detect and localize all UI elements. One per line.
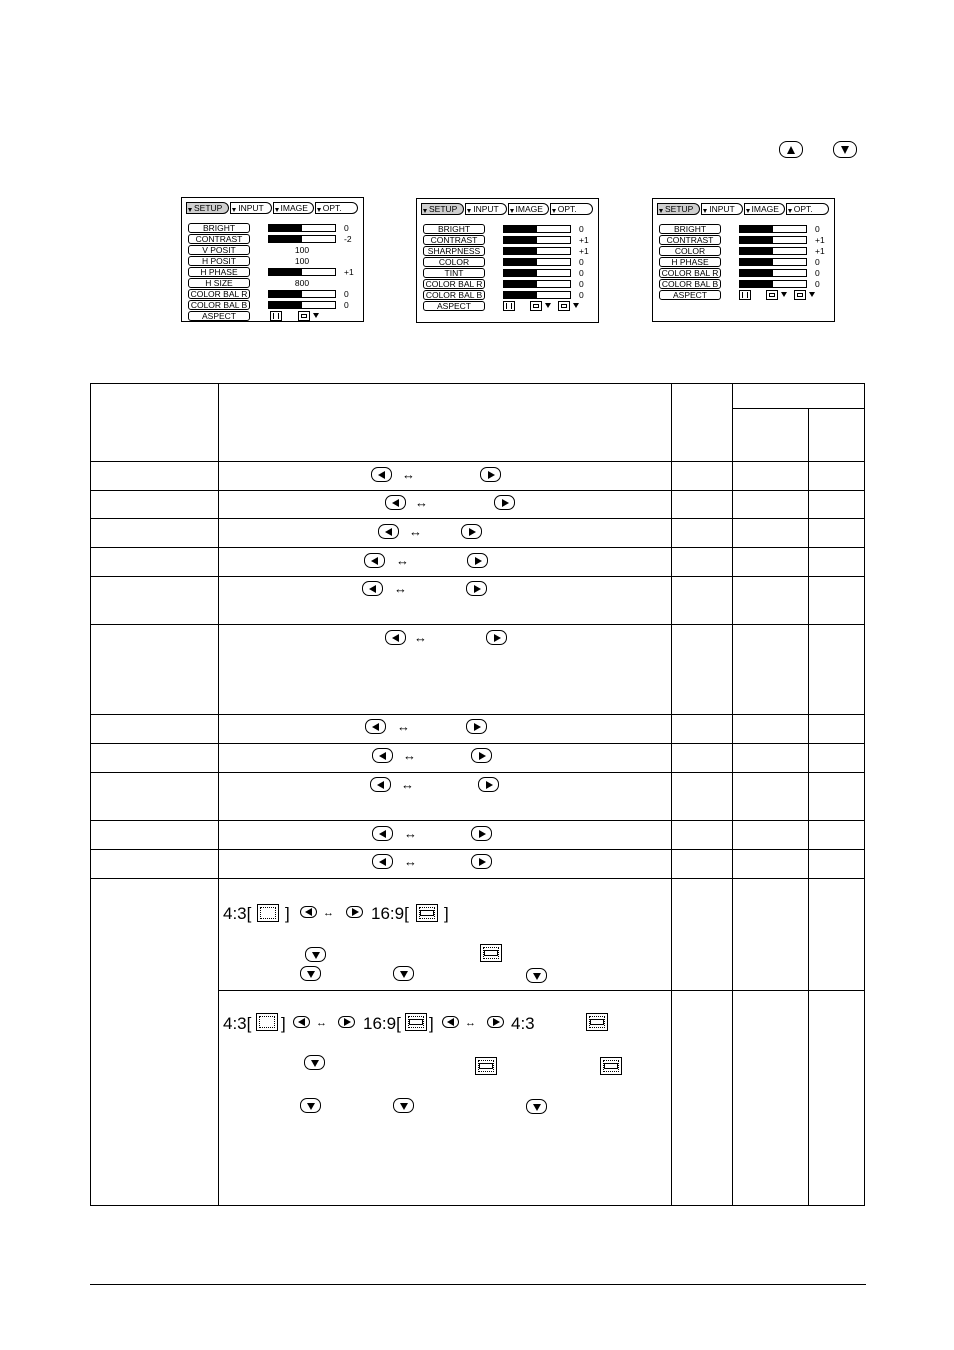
right-key-icon (471, 826, 492, 841)
numeric-value: 100 (294, 245, 310, 255)
menu-row[interactable] (423, 279, 593, 289)
tab-label: IMAGE (515, 204, 543, 214)
level-bar-fill (740, 281, 773, 287)
menu-row[interactable] (423, 257, 593, 267)
aspect-bracket: ] (444, 904, 449, 923)
aspect-16-9-icon[interactable] (530, 301, 542, 311)
osd-menu-component (652, 198, 835, 322)
dropdown-arrow-icon (545, 303, 551, 308)
level-value: 0 (344, 289, 349, 299)
level-bar[interactable] (268, 301, 336, 309)
tab-arrow-icon (423, 209, 427, 213)
menu-row[interactable] (423, 235, 593, 245)
menu-row-label: CONTRAST (659, 235, 721, 245)
double-arrow-icon: ↔ (465, 1017, 476, 1029)
down-key-icon (526, 1099, 547, 1114)
menu-row[interactable] (188, 311, 358, 321)
level-value: 0 (815, 257, 820, 267)
menu-row-label: COLOR (423, 257, 485, 267)
menu-row[interactable] (659, 224, 829, 234)
level-bar[interactable] (739, 236, 807, 244)
level-bar-fill (504, 259, 537, 265)
level-value: 0 (815, 268, 820, 278)
menu-tab-image[interactable] (508, 203, 549, 215)
menu-row-label: ASPECT (188, 311, 250, 321)
tab-label: INPUT (238, 203, 264, 213)
right-key-icon (466, 581, 487, 596)
menu-row-label: COLOR BAL R (188, 289, 250, 299)
menu-row[interactable] (188, 234, 358, 244)
table-column-line (671, 384, 672, 1205)
aspect-16-9-icon[interactable] (558, 301, 570, 311)
level-bar-fill (504, 281, 537, 287)
tab-label: SETUP (429, 204, 458, 214)
table-row-line (91, 849, 864, 850)
table-column-line (218, 384, 219, 1205)
level-bar-fill (740, 270, 773, 276)
tab-label: IMAGE (280, 203, 308, 213)
tab-label: OPT. (557, 204, 577, 214)
level-value: 0 (579, 279, 584, 289)
left-key-icon (372, 748, 393, 763)
level-value: +1 (579, 235, 589, 245)
right-key-icon (494, 495, 515, 510)
right-key-icon (338, 1016, 355, 1028)
menu-row-label: SHARPNESS (423, 246, 485, 256)
right-key-icon (478, 777, 499, 792)
left-key-icon (370, 777, 391, 792)
menu-row[interactable] (188, 267, 358, 277)
menu-row[interactable] (188, 278, 358, 288)
double-arrow-icon: ↔ (409, 524, 422, 539)
table-row-line (91, 461, 864, 462)
tab-label: OPT. (322, 203, 342, 213)
menu-row[interactable] (659, 268, 829, 278)
screen-16-9-icon (416, 904, 438, 922)
double-arrow-icon: ↔ (404, 854, 417, 869)
level-bar[interactable] (268, 224, 336, 232)
menu-row[interactable] (423, 290, 593, 300)
tab-arrow-icon (552, 209, 556, 213)
aspect-bracket: ] (429, 1014, 434, 1033)
right-key-icon (471, 854, 492, 869)
tab-arrow-icon (746, 209, 750, 213)
level-bar[interactable] (739, 269, 807, 277)
double-arrow-icon: ↔ (414, 630, 427, 645)
tab-arrow-icon (467, 209, 471, 213)
tab-label: IMAGE (751, 204, 779, 214)
double-arrow-icon: ↔ (316, 1017, 327, 1029)
numeric-value: 100 (294, 256, 310, 266)
menu-row-label: COLOR (659, 246, 721, 256)
down-key-icon (305, 947, 326, 962)
tab-arrow-icon (275, 208, 279, 212)
menu-tab-opt[interactable] (786, 203, 829, 215)
table-row-line (91, 743, 864, 744)
left-key-icon (371, 467, 392, 482)
menu-row[interactable] (423, 246, 593, 256)
menu-row[interactable] (423, 224, 593, 234)
table-row-line (732, 408, 864, 409)
screen-4-3-icon (256, 1013, 278, 1031)
table-row-line (91, 820, 864, 821)
level-bar[interactable] (739, 258, 807, 266)
numeric-value: 800 (294, 278, 310, 288)
level-value: +1 (815, 246, 825, 256)
menu-row[interactable] (188, 300, 358, 310)
menu-row-label: COLOR BAL R (423, 279, 485, 289)
table-row-line (91, 490, 864, 491)
tab-label: SETUP (194, 203, 223, 213)
tab-arrow-icon (188, 208, 192, 212)
menu-row[interactable] (659, 279, 829, 289)
down-key-icon (393, 966, 414, 981)
menu-tab-bar (421, 203, 594, 215)
screen-16-9-icon (586, 1013, 608, 1031)
level-bar[interactable] (503, 258, 571, 266)
level-bar-fill (504, 292, 537, 298)
level-value: +1 (344, 267, 354, 277)
menu-row-label: COLOR BAL R (659, 268, 721, 278)
table-row-line (91, 772, 864, 773)
menu-tab-setup[interactable] (186, 202, 229, 214)
level-bar-fill (504, 237, 537, 243)
up-key-icon (779, 141, 803, 158)
menu-tab-input[interactable] (465, 203, 506, 215)
tab-label: SETUP (665, 204, 694, 214)
screen-16-9-icon (475, 1057, 497, 1075)
menu-row[interactable] (659, 290, 829, 300)
level-bar-fill (269, 236, 302, 242)
menu-tab-bar (657, 203, 830, 215)
level-value: 0 (579, 224, 584, 234)
menu-tab-input[interactable] (701, 203, 742, 215)
tab-label: OPT. (793, 204, 813, 214)
table-row-line (218, 990, 864, 991)
aspect-frame-icon (506, 303, 512, 309)
level-bar[interactable] (503, 225, 571, 233)
aspect-16-9-icon[interactable] (766, 290, 778, 300)
level-bar[interactable] (268, 268, 336, 276)
aspect-16-9-label: 16:9[ (371, 904, 409, 923)
aspect-4-3-label: 4:3 (511, 1014, 535, 1033)
right-key-icon (487, 1016, 504, 1028)
left-key-icon (300, 906, 317, 918)
menu-row-label: H PHASE (188, 267, 250, 277)
down-key-icon (393, 1098, 414, 1113)
double-arrow-icon: ↔ (401, 777, 414, 792)
table-row-line (91, 714, 864, 715)
tab-arrow-icon (232, 208, 236, 212)
level-value: 0 (579, 268, 584, 278)
menu-row[interactable] (659, 235, 829, 245)
double-arrow-icon: ↔ (396, 553, 409, 568)
dropdown-arrow-icon (573, 303, 579, 308)
aspect-16-9-label: 16:9[ (363, 1014, 401, 1033)
menu-row-label: H POSIT (188, 256, 250, 266)
menu-row[interactable] (188, 289, 358, 299)
menu-tab-image[interactable] (744, 203, 785, 215)
menu-row[interactable] (188, 245, 358, 255)
left-key-icon (364, 553, 385, 568)
tab-arrow-icon (510, 209, 514, 213)
menu-row-label: COLOR BAL B (423, 290, 485, 300)
left-key-icon (442, 1016, 459, 1028)
level-bar-fill (504, 248, 537, 254)
aspect-bracket: ] (281, 1014, 286, 1033)
level-bar-fill (740, 259, 773, 265)
menu-row[interactable] (659, 246, 829, 256)
menu-tab-image[interactable] (273, 202, 314, 214)
aspect-4-3-icon[interactable] (503, 301, 515, 311)
aspect-16-9-icon[interactable] (794, 290, 806, 300)
level-value: 0 (579, 290, 584, 300)
down-key-icon (526, 968, 547, 983)
level-bar[interactable] (503, 236, 571, 244)
tab-label: INPUT (709, 204, 735, 214)
aspect-4-3-label: 4:3[ (223, 904, 252, 923)
left-key-icon (372, 854, 393, 869)
level-value: +1 (579, 246, 589, 256)
level-value: 0 (815, 224, 820, 234)
screen-16-9-icon (600, 1057, 622, 1075)
level-bar[interactable] (268, 290, 336, 298)
menu-tab-setup[interactable] (657, 203, 700, 215)
down-key-icon (833, 141, 857, 158)
left-key-icon (378, 524, 399, 539)
double-arrow-icon: ↔ (402, 467, 415, 482)
menu-row[interactable] (188, 223, 358, 233)
level-bar[interactable] (739, 247, 807, 255)
tab-arrow-icon (703, 209, 707, 213)
osd-menu-rgb (181, 197, 364, 322)
level-bar-fill (740, 226, 773, 232)
right-key-icon (471, 748, 492, 763)
menu-row[interactable] (659, 257, 829, 267)
aspect-4-3-icon[interactable] (739, 290, 751, 300)
level-bar[interactable] (503, 280, 571, 288)
level-bar-fill (269, 291, 302, 297)
table-column-line (732, 384, 733, 1205)
menu-tab-opt[interactable] (550, 203, 593, 215)
osd-menu-video (416, 198, 599, 323)
right-key-icon (467, 553, 488, 568)
tab-arrow-icon (659, 209, 663, 213)
level-bar-fill (740, 237, 773, 243)
adjustment-table (90, 383, 865, 1206)
dropdown-arrow-icon (781, 292, 787, 297)
aspect-frame-icon (273, 313, 279, 319)
menu-row-label: CONTRAST (188, 234, 250, 244)
right-key-icon (486, 630, 507, 645)
level-value: 0 (344, 300, 349, 310)
table-row-line (91, 878, 864, 879)
menu-row-label: H SIZE (188, 278, 250, 288)
double-arrow-icon: ↔ (397, 719, 410, 734)
table-row-line (91, 624, 864, 625)
level-value: +1 (815, 235, 825, 245)
level-value: 0 (579, 257, 584, 267)
right-key-icon (346, 906, 363, 918)
screen-16-9-icon (405, 1013, 427, 1031)
level-value: 0 (344, 223, 349, 233)
down-key-icon (300, 966, 321, 981)
level-value: 0 (815, 279, 820, 289)
double-arrow-icon: ↔ (323, 907, 334, 919)
left-key-icon (385, 495, 406, 510)
left-key-icon (362, 581, 383, 596)
menu-row-label: ASPECT (423, 301, 485, 311)
level-bar[interactable] (268, 235, 336, 243)
menu-tab-setup[interactable] (421, 203, 464, 215)
aspect-frame-icon (742, 292, 748, 298)
menu-row-label: ASPECT (659, 290, 721, 300)
table-row-line (91, 547, 864, 548)
table-column-line (808, 408, 809, 1205)
double-arrow-icon: ↔ (404, 826, 417, 841)
aspect-4-3-label: 4:3[ (223, 1014, 252, 1033)
down-key-icon (304, 1055, 325, 1070)
level-bar-fill (269, 225, 302, 231)
menu-row-label: H PHASE (659, 257, 721, 267)
menu-row-label: BRIGHT (423, 224, 485, 234)
menu-tab-input[interactable] (230, 202, 271, 214)
level-bar-fill (504, 226, 537, 232)
level-bar-fill (269, 269, 302, 275)
tab-arrow-icon (317, 208, 321, 212)
aspect-16-9-icon[interactable] (298, 311, 310, 321)
right-key-icon (480, 467, 501, 482)
double-arrow-icon: ↔ (403, 748, 416, 763)
left-key-icon (365, 719, 386, 734)
level-bar[interactable] (503, 247, 571, 255)
menu-row-label: COLOR BAL B (659, 279, 721, 289)
double-arrow-icon: ↔ (394, 581, 407, 596)
dropdown-arrow-icon (809, 292, 815, 297)
menu-row-label: COLOR BAL B (188, 300, 250, 310)
left-key-icon (293, 1016, 310, 1028)
menu-row-label: CONTRAST (423, 235, 485, 245)
screen-16-9-icon (480, 944, 502, 962)
footer-rule (90, 1284, 866, 1285)
right-key-icon (461, 524, 482, 539)
level-bar[interactable] (739, 280, 807, 288)
menu-row[interactable] (423, 301, 593, 311)
menu-tab-opt[interactable] (315, 202, 358, 214)
menu-tab-bar (186, 202, 359, 214)
table-row-line (91, 576, 864, 577)
table-row-line (91, 518, 864, 519)
left-key-icon (385, 630, 406, 645)
menu-row-label: V POSIT (188, 245, 250, 255)
down-key-icon (300, 1098, 321, 1113)
level-bar[interactable] (503, 269, 571, 277)
level-bar[interactable] (739, 225, 807, 233)
level-value: -2 (344, 234, 352, 244)
level-bar-fill (740, 248, 773, 254)
screen-4-3-icon (257, 904, 279, 922)
level-bar[interactable] (503, 291, 571, 299)
level-bar-fill (269, 302, 302, 308)
right-key-icon (466, 719, 487, 734)
menu-row-label: BRIGHT (659, 224, 721, 234)
level-bar-fill (504, 270, 537, 276)
left-key-icon (372, 826, 393, 841)
aspect-bracket: ] (285, 904, 290, 923)
menu-row-label: TINT (423, 268, 485, 278)
menu-row[interactable] (188, 256, 358, 266)
tab-arrow-icon (788, 209, 792, 213)
double-arrow-icon: ↔ (415, 495, 428, 510)
menu-row[interactable] (423, 268, 593, 278)
aspect-4-3-icon[interactable] (270, 311, 282, 321)
tab-label: INPUT (473, 204, 499, 214)
menu-row-label: BRIGHT (188, 223, 250, 233)
dropdown-arrow-icon (313, 313, 319, 318)
